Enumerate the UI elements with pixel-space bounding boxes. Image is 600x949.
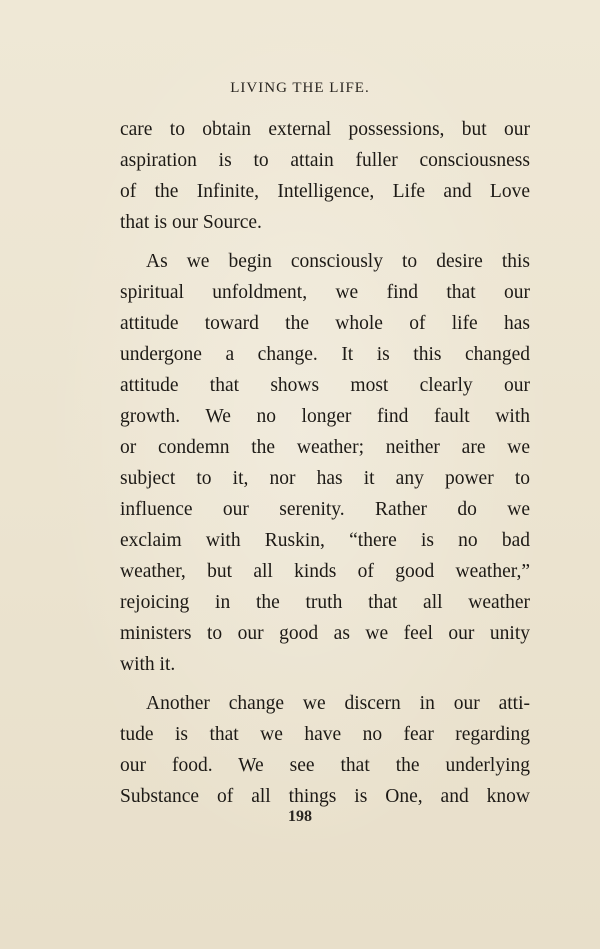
text-line: that is our Source.	[120, 212, 262, 233]
text-line: with it.	[120, 654, 176, 675]
text-line: undergone a change. It is this changed	[120, 344, 530, 365]
paragraph-gap	[120, 680, 530, 688]
text-line: of the Infinite, Intelligence, Life and Love	[120, 181, 530, 202]
text-line: our food. We see that the underlying	[120, 755, 530, 776]
text-line: attitude toward the whole of life has	[120, 313, 530, 334]
text-line: As we begin consciously to desire this	[146, 251, 530, 272]
text-line: attitude that shows most clearly our	[120, 375, 530, 396]
paragraph-2	[120, 246, 530, 680]
text-line: subject to it, nor has it any power to	[120, 468, 530, 489]
text-line: weather, but all kinds of good weather,”	[120, 561, 530, 582]
text-line: ministers to our good as we feel our unity	[120, 623, 530, 644]
running-head: LIVING THE LIFE.	[230, 80, 370, 96]
page-number: 198	[288, 808, 312, 825]
text-line: Substance of all things is One, and know	[120, 786, 530, 807]
text-line: growth. We no longer find fault with	[120, 406, 530, 427]
text-line: tude is that we have no fear regarding	[120, 724, 530, 745]
text-line: rejoicing in the truth that all weather	[120, 592, 530, 613]
text-line: spiritual unfoldment, we find that our	[120, 282, 530, 303]
body-text	[120, 114, 530, 812]
text-line: influence our serenity. Rather do we	[120, 499, 530, 520]
text-line: Another change we discern in our atti-	[146, 693, 530, 714]
text-line: exclaim with Ruskin, “there is no bad	[120, 530, 530, 551]
text-line: care to obtain external possessions, but our	[120, 119, 530, 140]
paragraph-3	[120, 688, 530, 812]
text-line: or condemn the weather; neither are we	[120, 437, 530, 458]
text-line: aspiration is to attain fuller consciousness	[120, 150, 530, 171]
paragraph-1	[120, 114, 530, 238]
paragraph-gap	[120, 238, 530, 246]
